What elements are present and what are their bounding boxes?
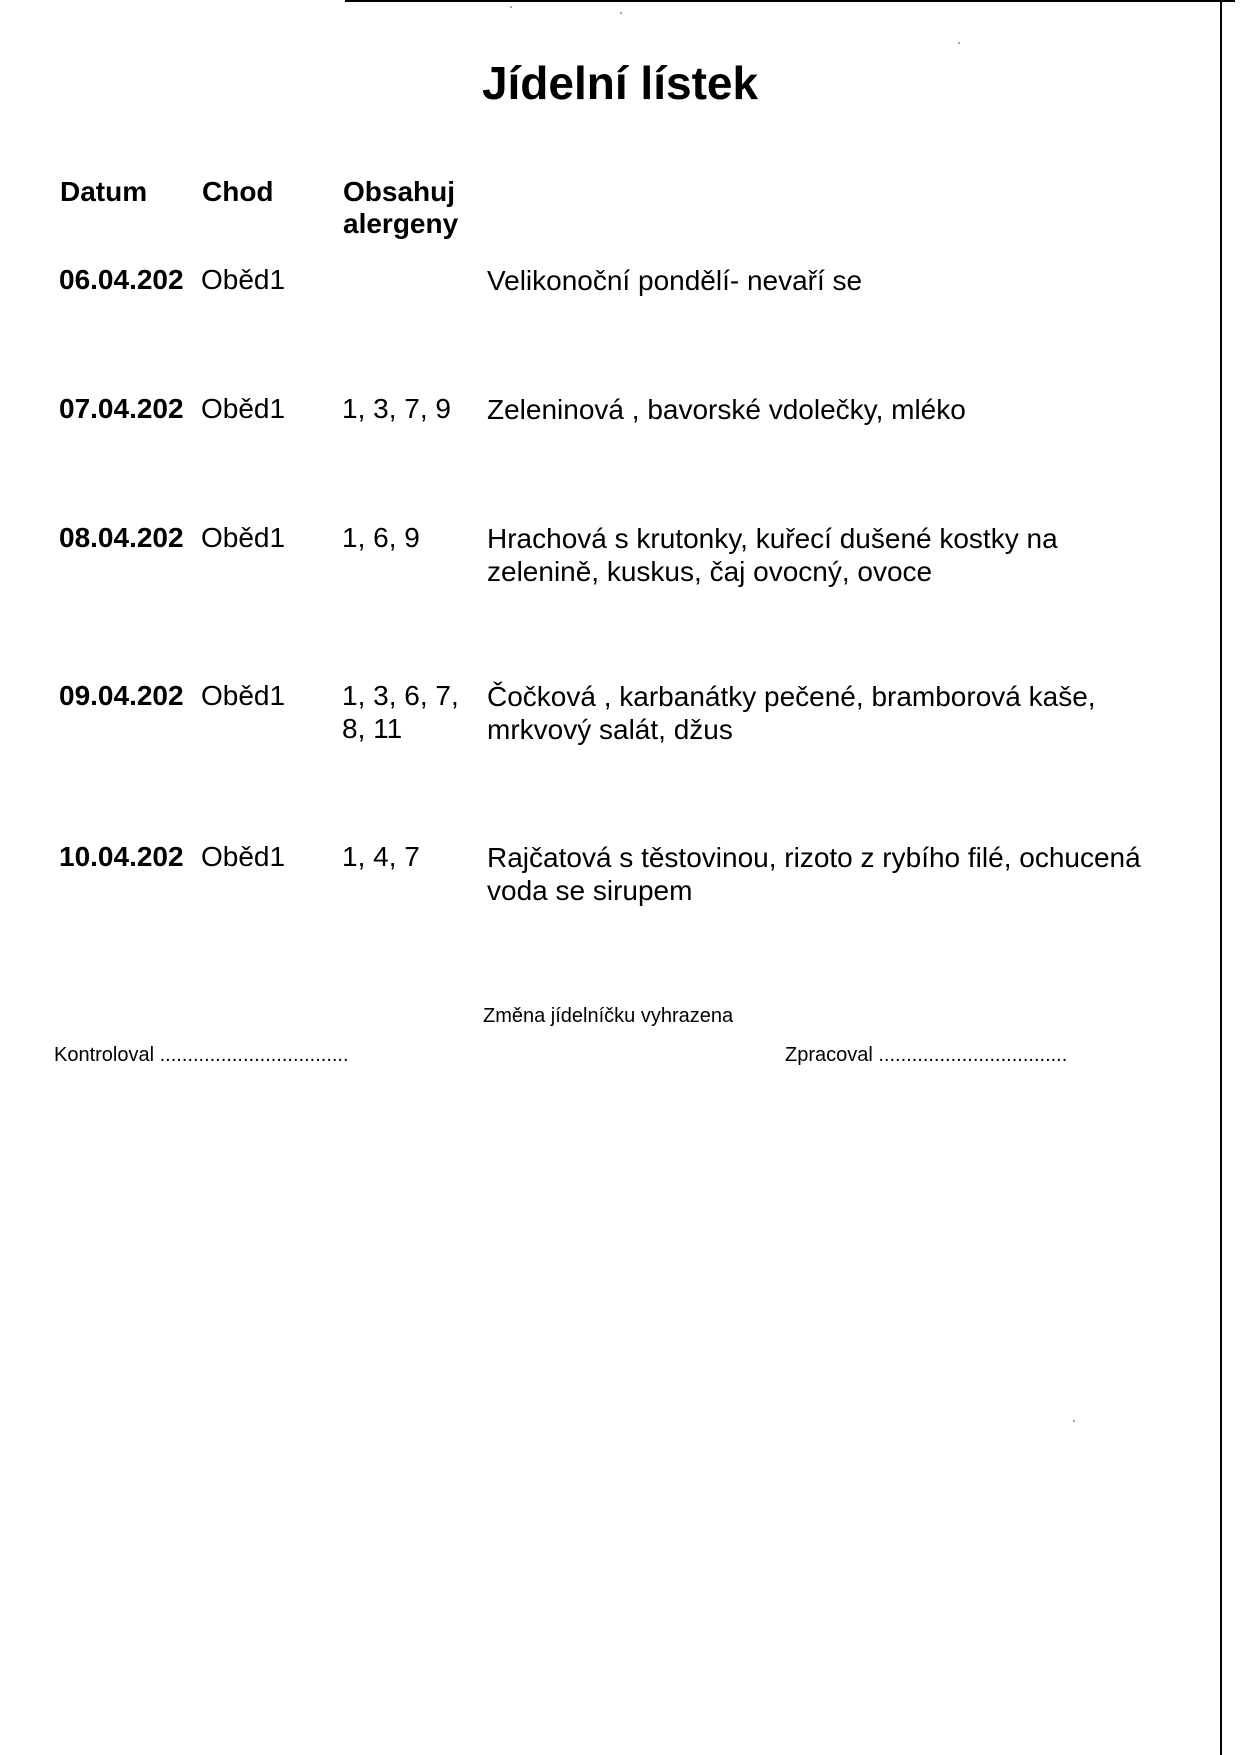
header-course: Chod [202,176,274,207]
scan-speck [1073,1420,1075,1422]
header-date: Datum [60,176,148,207]
row-course: Oběd1 [201,680,286,711]
page-title: Jídelní lístek [481,57,759,109]
row-date: 07.04.202 [59,393,184,424]
scan-speck [510,6,512,8]
row-allergens: 1, 4, 7 [342,841,420,872]
row-course: Oběd1 [201,522,286,553]
row-allergens-line2: 8, 11 [342,713,403,744]
row-date: 09.04.202 [59,680,184,711]
header-allergens-line2: alergeny [343,208,459,239]
prepared-by-signature-line: Zpracoval .................................. [785,1044,1068,1066]
row-dish-line2: voda se sirupem [487,875,693,906]
scan-speck [620,12,622,14]
row-dish: Zeleninová , bavorské vdolečky, mléko [487,394,966,425]
row-date: 06.04.202 [59,264,184,295]
scan-border-top [345,0,1235,2]
row-dish-line1: Čočková , karbanátky pečené, bramborová kaše, [487,681,1096,712]
row-dish-line1: Hrachová s krutonky, kuřecí dušené kostky na [487,523,1058,554]
row-allergens: 1, 6, 9 [342,522,420,553]
row-course: Oběd1 [201,264,286,295]
row-course: Oběd1 [201,393,286,424]
row-date: 10.04.202 [59,841,184,872]
row-date: 08.04.202 [59,522,184,553]
row-course: Oběd1 [201,841,286,872]
row-allergens: 1, 3, 7, 9 [342,393,451,424]
menu-change-note: Změna jídelníčku vyhrazena [483,1005,734,1027]
scan-border-right [1220,0,1222,1755]
header-allergens-line1: Obsahuj [343,176,456,207]
row-allergens-line1: 1, 3, 6, 7, [342,680,459,711]
row-dish-line2: mrkvový salát, džus [487,714,733,745]
checked-by-signature-line: Kontroloval .................................. [54,1044,349,1066]
row-dish-line2: zelenině, kuskus, čaj ovocný, ovoce [487,556,933,587]
row-dish: Velikonoční pondělí- nevaří se [487,265,863,296]
row-dish-line1: Rajčatová s těstovinou, rizoto z rybího filé, ochucená [487,842,1141,873]
scan-speck [958,42,960,44]
